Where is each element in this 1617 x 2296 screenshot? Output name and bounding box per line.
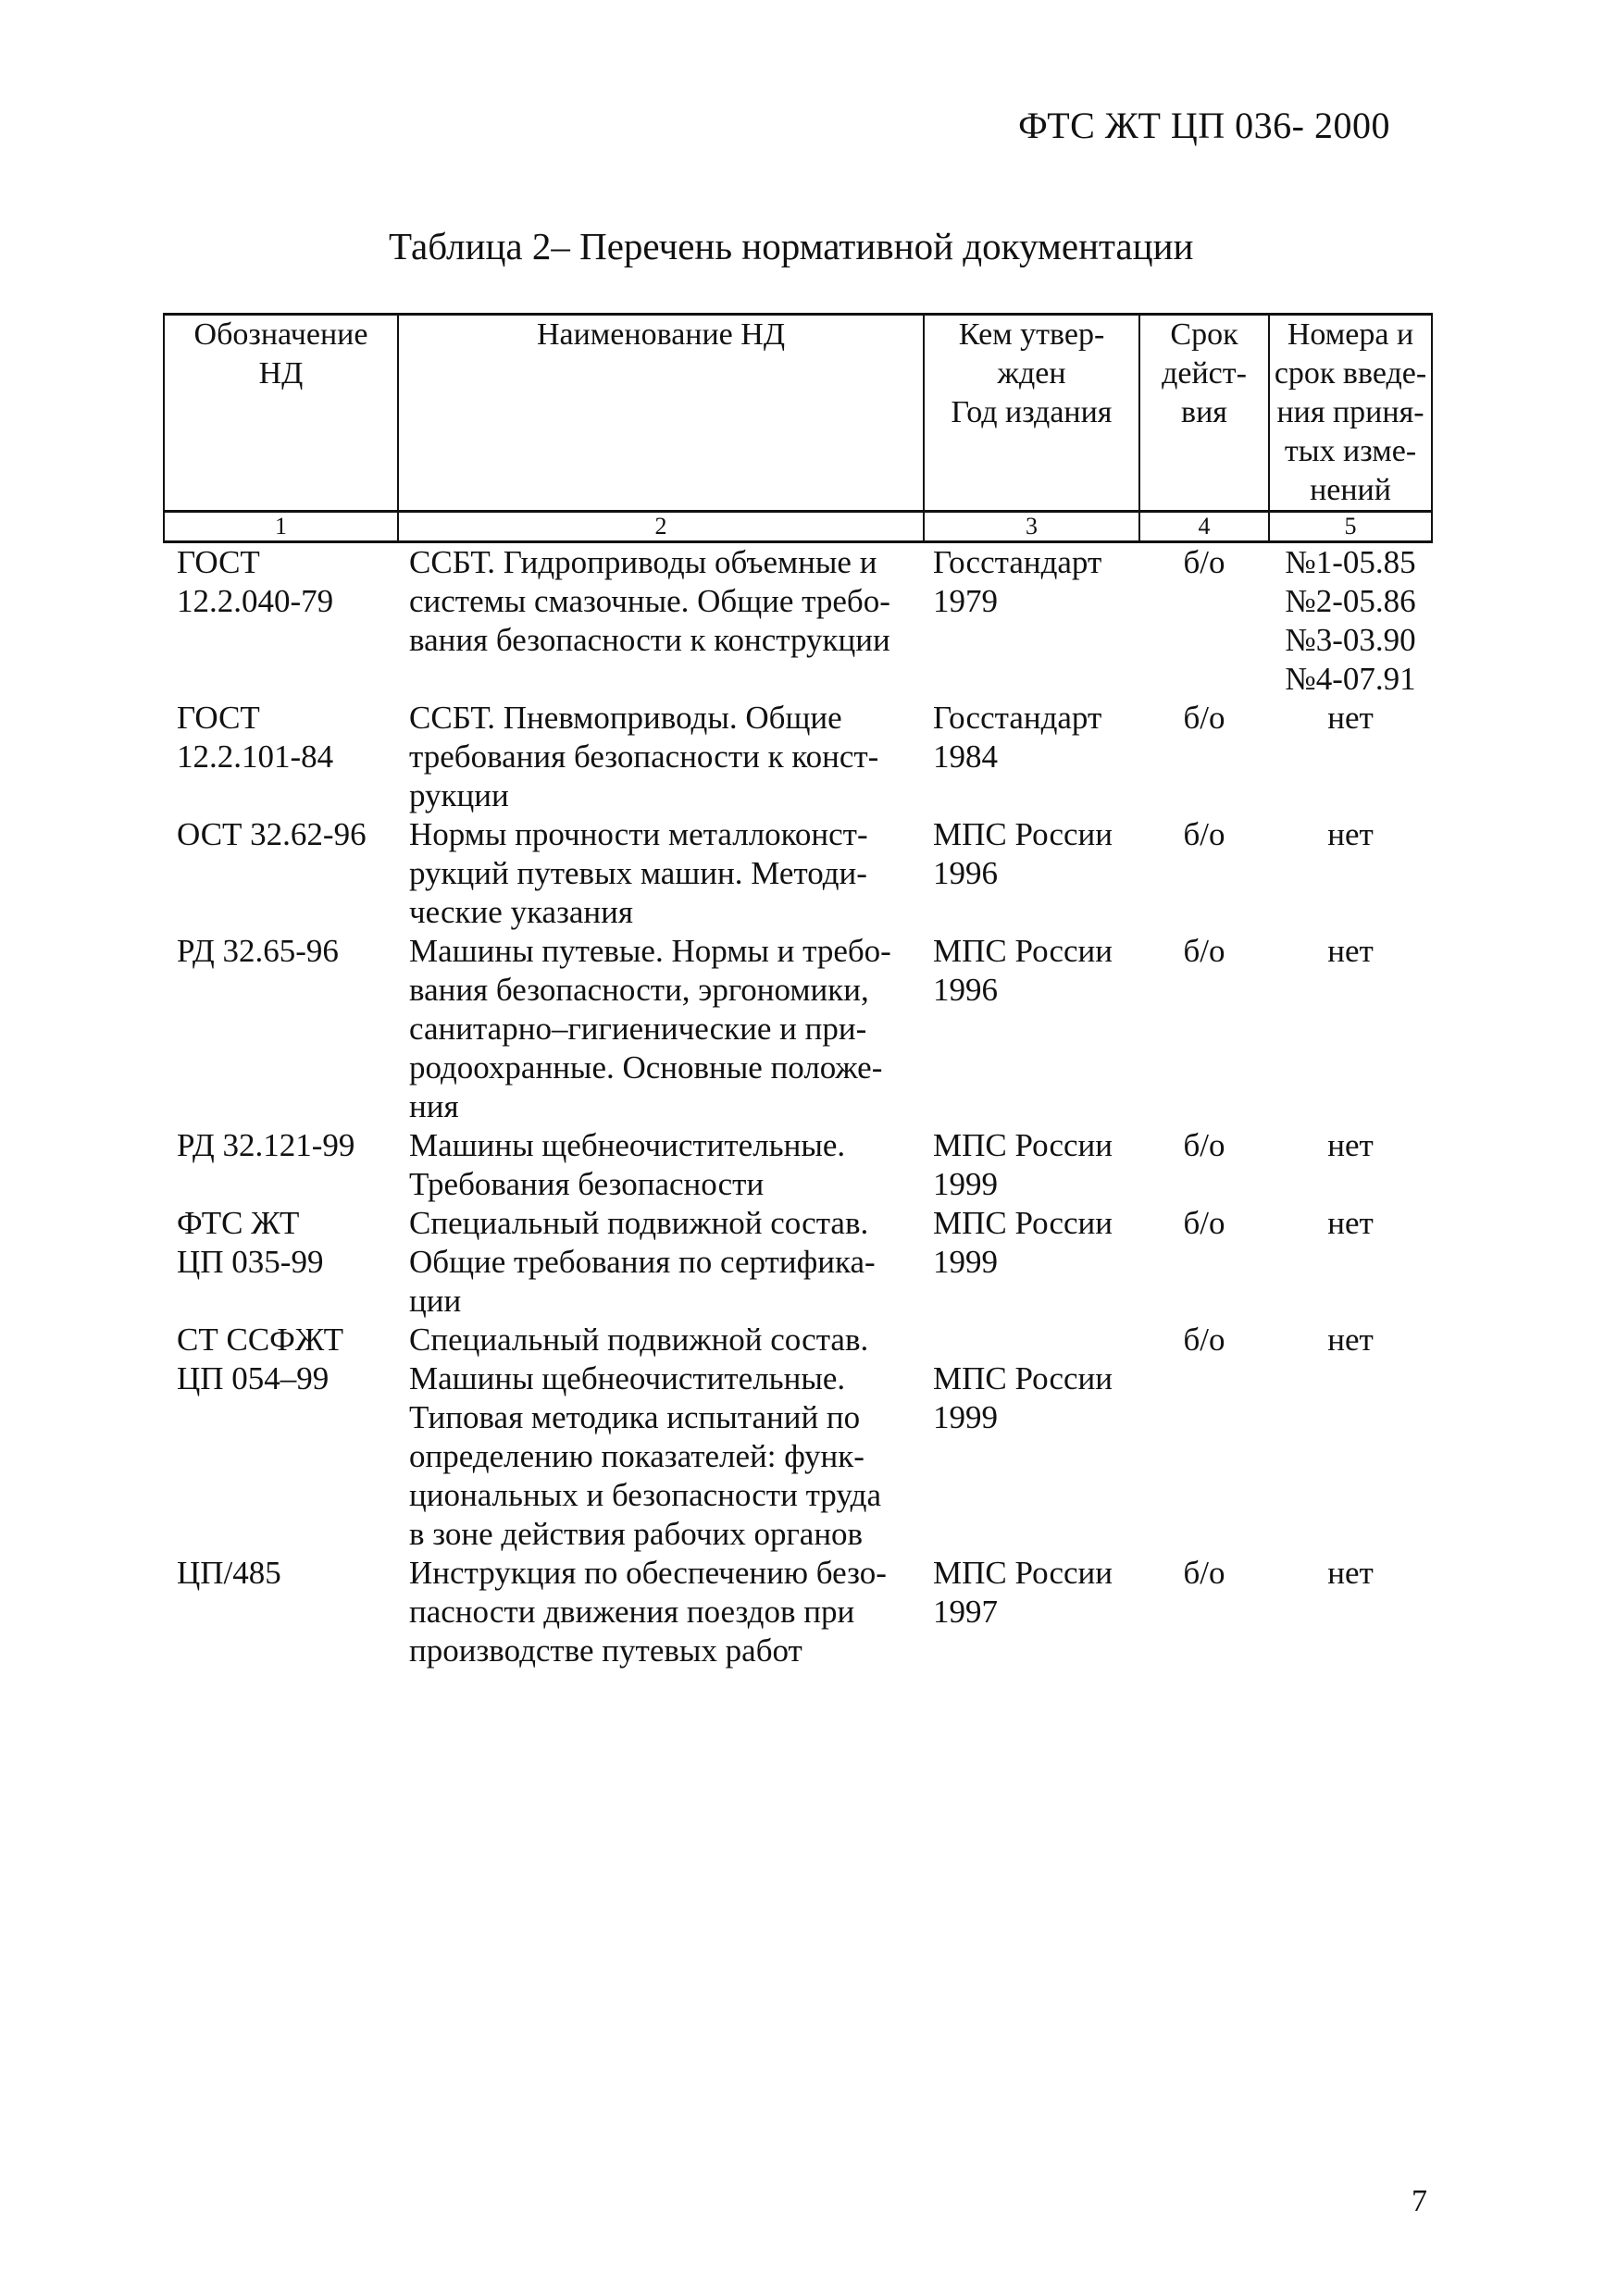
cell-name: ССБТ. Пневмоприводы. Общие требования безопасности к конст- рукции [409, 700, 879, 813]
cell-name: Специальный подвижной состав. Общие требования по сертифика- ции [409, 1205, 876, 1319]
table-body [164, 542, 1432, 1671]
cell-term: б/о [1183, 1322, 1225, 1358]
cell-term: б/о [1183, 816, 1225, 852]
cell-approved: МПС России 1997 [933, 1555, 1113, 1630]
table-row [164, 1321, 1432, 1554]
document-header: ФТС ЖТ ЦП 036- 2000 [1018, 105, 1390, 146]
cell-approved: МПС России 1999 [933, 1127, 1113, 1202]
cell-name: Машины путевые. Нормы и требо- вания безопасности, эргономики, санитарно–гигиенические и при- родоохранные. Основные положе- ния [409, 933, 891, 1124]
cell-changes: №1-05.85 №2-05.86 №3-03.90 №4-07.91 [1285, 544, 1416, 697]
cell-code: ЦП/485 [177, 1555, 281, 1591]
cell-code: ОСТ 32.62-96 [177, 816, 367, 852]
cell-name: Инструкция по обеспечению безо- пасности движения поездов при производстве путевых работ [409, 1555, 887, 1669]
cell-approved: МПС России 1999 [933, 1360, 1113, 1435]
column-number: 4 [1139, 512, 1269, 542]
table-header [164, 315, 1432, 542]
cell-code: ГОСТ 12.2.040-79 [177, 544, 334, 619]
cell-changes: нет [1327, 1205, 1374, 1241]
cell-changes: нет [1327, 1322, 1374, 1358]
cell-name: Нормы прочности металлоконст- рукций путевых машин. Методи- ческие указания [409, 816, 868, 930]
column-header-changes: Номера и срок введе- ния приня- тых изме- нений [1269, 315, 1432, 512]
page-number: 7 [1412, 2184, 1427, 2218]
column-number: 3 [924, 512, 1139, 542]
cell-term: б/о [1183, 1555, 1225, 1591]
cell-term: б/о [1183, 933, 1225, 969]
cell-name: Машины щебнеочистительные. Требования безопасности [409, 1127, 846, 1202]
cell-term: б/о [1183, 544, 1225, 580]
cell-term: б/о [1183, 1127, 1225, 1163]
cell-approved: Госстандарт 1984 [933, 700, 1102, 775]
cell-code: РД 32.65-96 [177, 933, 339, 969]
cell-changes: нет [1327, 700, 1374, 736]
cell-code: ГОСТ 12.2.101-84 [177, 700, 334, 775]
cell-approved: МПС России 1996 [933, 933, 1113, 1008]
cell-changes: нет [1327, 933, 1374, 969]
cell-code: СТ ССФЖТ ЦП 054–99 [177, 1322, 343, 1396]
cell-name: ССБТ. Гидроприводы объемные и системы смазочные. Общие требо- вания безопасности к конструкции [409, 544, 890, 658]
table-row [164, 932, 1432, 1126]
cell-term: б/о [1183, 1205, 1225, 1241]
column-header-name: Наименование НД [398, 315, 924, 512]
table-row [164, 1126, 1432, 1204]
column-number: 2 [398, 512, 924, 542]
table-row [164, 1554, 1432, 1670]
cell-changes: нет [1327, 816, 1374, 852]
column-number: 1 [164, 512, 398, 542]
cell-approved: Госстандарт 1979 [933, 544, 1102, 619]
table-row [164, 542, 1432, 700]
column-header-approved: Кем утвер- жден Год издания [924, 315, 1139, 512]
column-header-term: Срок дейст- вия [1139, 315, 1269, 512]
cell-approved: МПС России 1999 [933, 1205, 1113, 1280]
cell-changes: нет [1327, 1555, 1374, 1591]
cell-name: Специальный подвижной состав. Машины щебнеочистительные. Типовая методика испытаний по определению показателей: функ- циональных и безопасности труда в зоне действия рабочих органов [409, 1322, 881, 1552]
table-row [164, 699, 1432, 815]
cell-approved: МПС России 1996 [933, 816, 1113, 891]
column-number: 5 [1269, 512, 1432, 542]
cell-changes: нет [1327, 1127, 1374, 1163]
cell-code: ФТС ЖТ ЦП 035-99 [177, 1205, 324, 1280]
normative-documents-table [163, 313, 1433, 1670]
column-header-code: Обозначение НД [164, 315, 398, 512]
table-title: Таблица 2– Перечень нормативной документации [389, 225, 1194, 267]
cell-code: РД 32.121-99 [177, 1127, 355, 1163]
table-row [164, 815, 1432, 932]
cell-term: б/о [1183, 700, 1225, 736]
table-row [164, 1204, 1432, 1321]
